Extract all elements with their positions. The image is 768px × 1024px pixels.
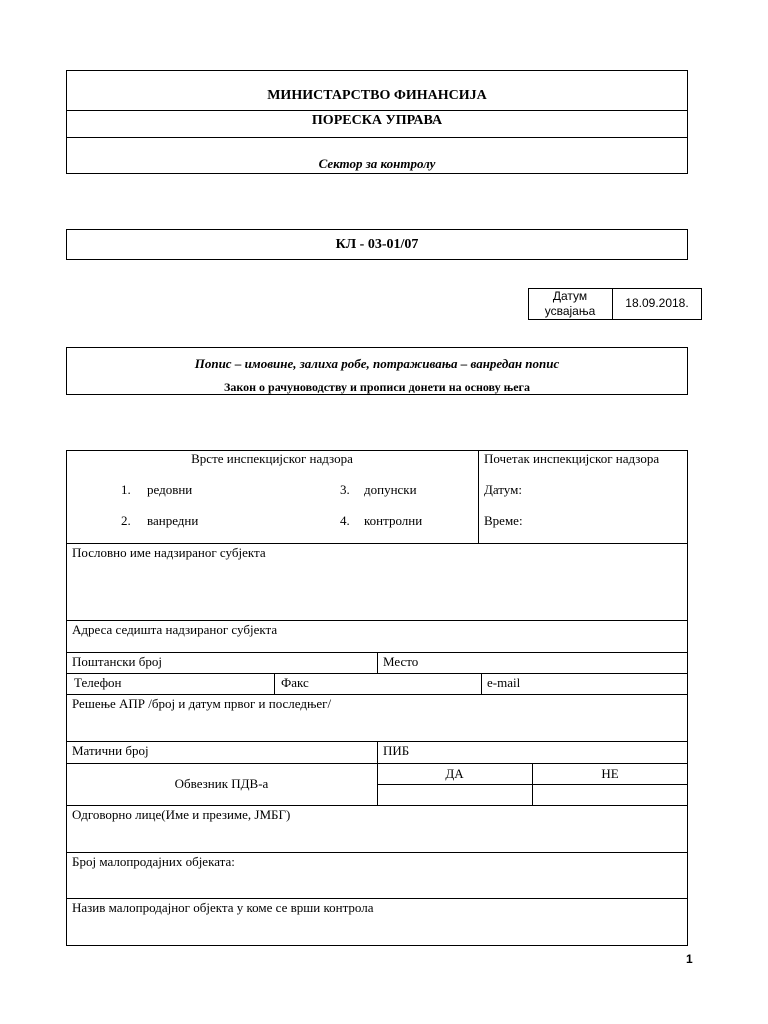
responsible-person-label: Одговорно лице(Име и презиме, ЈМБГ)	[72, 807, 291, 822]
address-label: Адреса седишта надзираног субјекта	[72, 622, 278, 637]
inspection-start-header: Почетак инспекцијског надзора	[484, 451, 660, 466]
inspection-date-label: Датум:	[484, 482, 522, 497]
type-label-regular: редовни	[147, 482, 193, 497]
type-num-2: 2.	[121, 513, 131, 528]
retail-name-label: Назив малопродајног објекта у коме се врши контрола	[72, 900, 374, 915]
subject-law: Закон о рачуноводству и прописи донети на основу њега	[224, 380, 530, 394]
row-line-2	[66, 620, 688, 621]
row-line-9	[66, 852, 688, 853]
email-label: e-mail	[487, 675, 521, 690]
vat-no-label: НЕ	[601, 766, 619, 781]
retail-count-label: Број малопродајних објеката:	[72, 854, 235, 869]
type-num-1: 1.	[121, 482, 131, 497]
business-name-label: Пословно име надзираног субјекта	[72, 545, 266, 560]
postal-code-label: Поштански број	[72, 654, 162, 669]
sector-title: Сектор за контролу	[318, 156, 436, 171]
type-label-control: контролни	[364, 513, 423, 528]
ministry-title: МИНИСТАРСТВО ФИНАНСИЈА	[267, 88, 487, 103]
apr-label: Решење АПР /број и датум првог и последњег/	[72, 696, 332, 711]
col-line-postal	[377, 652, 378, 674]
adoption-label-line1: Датум	[552, 289, 588, 303]
phone-label: Телефон	[74, 675, 122, 690]
place-label: Место	[383, 654, 419, 669]
registration-number-label: Матични број	[72, 743, 149, 758]
adoption-date-value: 18.09.2018.	[625, 296, 689, 310]
type-num-3: 3.	[340, 482, 350, 497]
administration-title: ПОРЕСКА УПРАВА	[311, 113, 443, 128]
type-num-4: 4.	[340, 513, 350, 528]
col-line-types	[478, 450, 479, 544]
col-line-fax	[481, 673, 482, 695]
document-code: КЛ - 03-01/07	[335, 237, 419, 252]
type-label-supplementary: допунски	[364, 482, 417, 497]
inspection-types-header: Врсте инспекцијског надзора	[191, 451, 353, 466]
inspection-time-label: Време:	[484, 513, 523, 528]
adoption-label-line2: усвајања	[544, 304, 596, 318]
fax-label: Факс	[281, 675, 309, 690]
row-line-1	[66, 543, 688, 544]
row-line-5	[66, 694, 688, 695]
type-label-extraordinary: ванредни	[147, 513, 199, 528]
col-line-phone	[274, 673, 275, 695]
page-number: 1	[686, 952, 693, 966]
pib-label: ПИБ	[383, 743, 410, 758]
header-divider-2	[66, 137, 688, 138]
row-line-10	[66, 898, 688, 899]
header-divider-1	[66, 110, 688, 111]
vat-yes-label: ДА	[445, 766, 464, 781]
vat-payer-label: Обвезник ПДВ-а	[174, 776, 269, 791]
subject-title: Попис – имовине, залиха робе, потраживања – ванредан попис	[194, 356, 560, 371]
